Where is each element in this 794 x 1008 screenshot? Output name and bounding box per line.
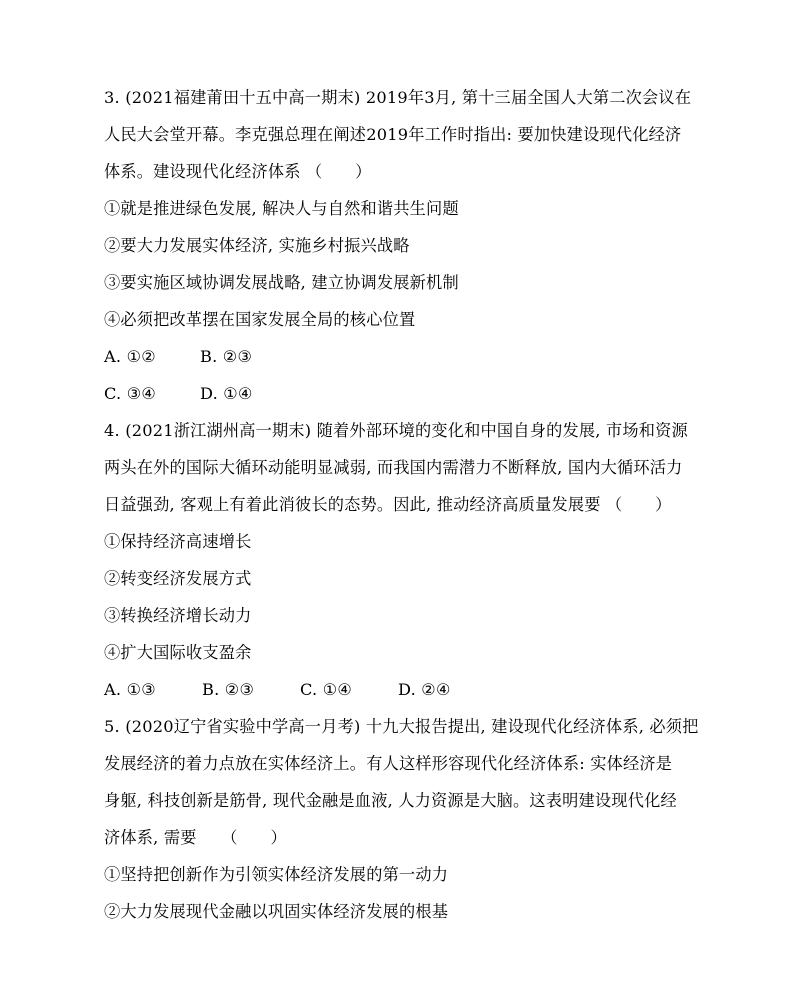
answer-option-d: D. ①④ xyxy=(200,384,253,403)
answer-option-b: B. ②③ xyxy=(200,347,253,366)
statement-item: ②大力发展现代金融以巩固实体经济发展的根基 xyxy=(104,902,449,921)
answer-options-row xyxy=(104,680,704,700)
statement-item: ①保持经济高速增长 xyxy=(104,532,252,551)
question-4 xyxy=(104,421,704,700)
statement-item: ③转换经济增长动力 xyxy=(104,606,252,625)
answer-option-c: C. ①④ xyxy=(300,680,353,699)
question-5 xyxy=(104,717,704,922)
statement-item: ②转变经济发展方式 xyxy=(104,569,252,588)
document-page xyxy=(104,88,704,939)
statement-item: ④必须把改革摆在国家发展全局的核心位置 xyxy=(104,310,416,329)
statement-item: ①就是推进绿色发展, 解决人与自然和谐共生问题 xyxy=(104,199,459,218)
statement-item: ①坚持把创新作为引领实体经济发展的第一动力 xyxy=(104,865,449,884)
answer-option-a: A. ①② xyxy=(104,347,157,366)
question-stem-line: 4. (2021浙江湖州高一期末) 随着外部环境的变化和中国自身的发展, 市场和资源 xyxy=(104,421,688,440)
question-stem-line: 两头在外的国际大循环动能明显减弱, 而我国内需潜力不断释放, 国内大循环活力 xyxy=(104,458,683,477)
answer-option-c: C. ③④ xyxy=(104,384,157,403)
question-stem-line: 5. (2020辽宁省实验中学高一月考) 十九大报告提出, 建设现代化经济体系, 必须把 xyxy=(104,717,699,736)
question-stem-line: 3. (2021福建莆田十五中高一期末) 2019年3月, 第十三届全国人大第二次会议在 xyxy=(104,88,692,107)
question-stem-line: 身躯, 科技创新是筋骨, 现代金融是血液, 人力资源是大脑。这表明建设现代化经 xyxy=(104,791,677,810)
answer-options-row xyxy=(104,347,704,367)
question-stem-line: 发展经济的着力点放在实体经济上。有人这样形容现代化经济体系: 实体经济是 xyxy=(104,754,673,773)
answer-option-b: B. ②③ xyxy=(202,680,255,699)
answer-option-d: D. ②④ xyxy=(398,680,451,699)
question-stem-line: 人民大会堂开幕。李克强总理在阐述2019年工作时指出: 要加快建设现代化经济 xyxy=(104,125,682,144)
question-stem-line: 体系。建设现代化经济体系 （ ） xyxy=(104,162,372,181)
statement-item: ④扩大国际收支盈余 xyxy=(104,643,252,662)
question-stem-line: 日益强劲, 客观上有着此消彼长的态势。因此, 推动经济高质量发展要 （ ） xyxy=(104,495,672,514)
statement-item: ②要大力发展实体经济, 实施乡村振兴战略 xyxy=(104,236,410,255)
question-stem-line: 济体系, 需要 （ ） xyxy=(104,828,287,847)
question-3 xyxy=(104,88,704,404)
statement-item: ③要实施区域协调发展战略, 建立协调发展新机制 xyxy=(104,273,459,292)
answer-options-row xyxy=(104,384,704,404)
answer-option-a: A. ①③ xyxy=(104,680,157,699)
